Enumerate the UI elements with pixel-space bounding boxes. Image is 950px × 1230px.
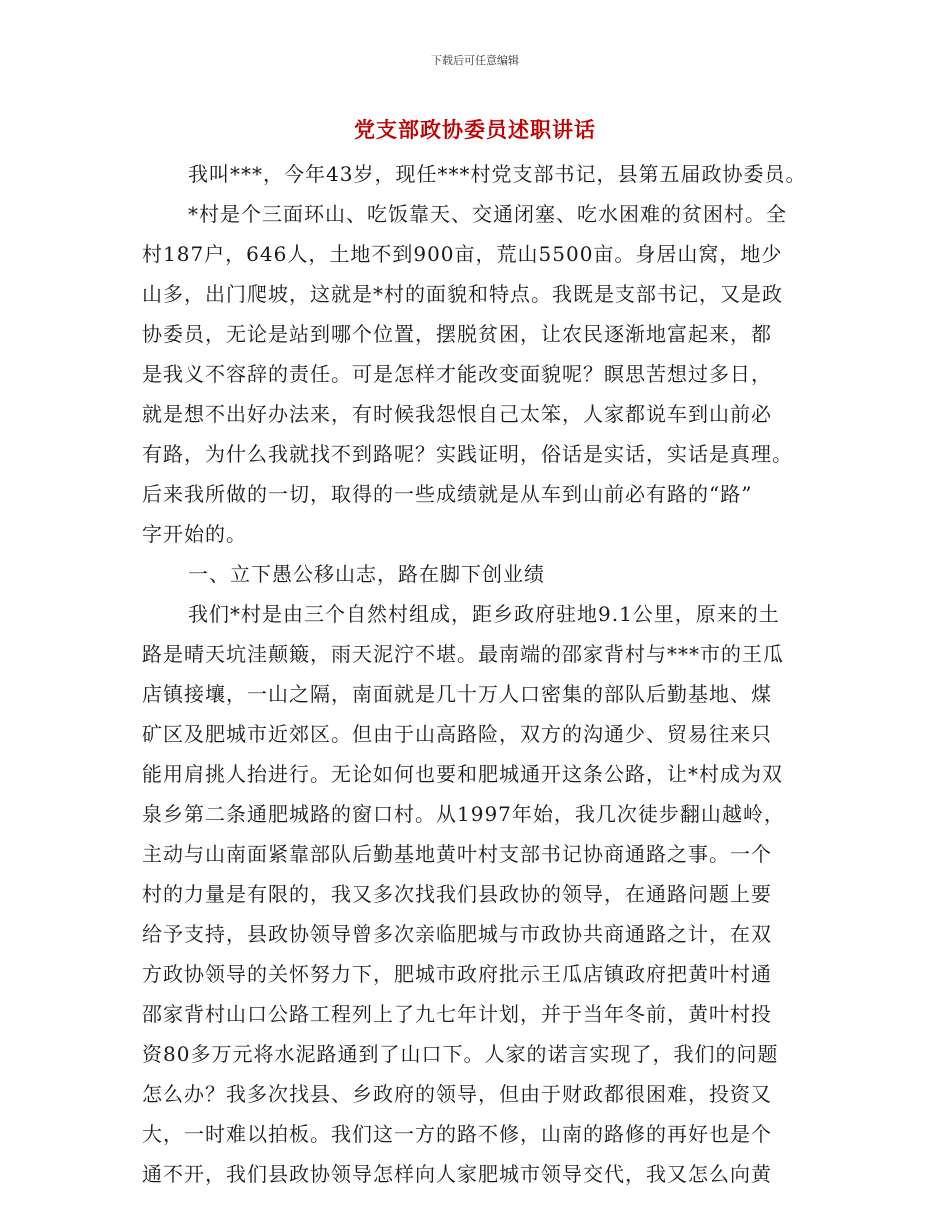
body-line: 我们*村是由三个自然村组成，距乡政府驻地9.1公里，原来的土 [188,602,780,626]
body-line: 店镇接壤，一山之隔，南面就是几十万人口密集的部队后勤基地、煤 [142,682,772,706]
body-line: 方政协领导的关怀努力下，肥城市政府批示王瓜店镇政府把黄叶村通 [142,962,772,986]
body-line: 通不开，我们县政协领导怎样向人家肥城市领导交代，我又怎么向黄 [142,1162,772,1186]
body-line: 怎么办？我多次找县、乡政府的领导，但由于财政都很困难，投资又 [142,1082,772,1106]
section-heading: 一、立下愚公移山志，路在脚下创业绩 [188,562,545,586]
body-line: 村187户，646人，土地不到900亩，荒山5500亩。身居山窝，地少 [142,242,783,266]
body-line: 大，一时难以拍板。我们这一方的路不修，山南的路修的再好也是个 [142,1122,772,1146]
body-line: 村的力量是有限的，我又多次找我们县政协的领导，在通路问题上要 [142,882,772,906]
body-line: 给予支持，县政协领导曾多次亲临肥城与市政协共商通路之计，在双 [142,922,772,946]
document-title: 党支部政协委员述职讲话 [354,117,596,142]
body-line: 资80多万元将水泥路通到了山口下。人家的诺言实现了，我们的问题 [142,1042,779,1066]
body-line: 矿区及肥城市近郊区。但由于山高路险，双方的沟通少、贸易往来只 [142,722,772,746]
body-line: 就是想不出好办法来，有时候我怨恨自己太笨，人家都说车到山前必 [142,402,772,426]
document-body [142,154,822,1194]
body-line: 是我义不容辞的责任。可是怎样才能改变面貌呢？瞑思苦想过多日， [142,362,772,386]
body-line: 字开始的。 [142,522,247,546]
body-line: 有路，为什么我就找不到路呢？实践证明，俗话是实话，实话是真理。 [142,442,793,466]
body-line: *村是个三面环山、吃饭靠天、交通闭塞、吃水困难的贫困村。全 [188,202,787,226]
body-line: 山多，出门爬坡，这就是*村的面貌和特点。我既是支部书记，又是政 [142,282,783,306]
body-line: 协委员，无论是站到哪个位置，摆脱贫困，让农民逐渐地富起来，都 [142,322,772,346]
body-line: 后来我所做的一切，取得的一些成绩就是从车到山前必有路的“路” [142,482,753,506]
body-line: 泉乡第二条通肥城路的窗口村。从1997年始，我几次徒步翻山越岭， [142,802,785,826]
header-note: 下载后可任意编辑 [431,54,519,67]
body-line: 能用肩挑人抬进行。无论如何也要和肥城通开这条公路，让*村成为双 [142,762,783,786]
body-line: 路是晴天坑洼颠簸，雨天泥泞不堪。最南端的邵家背村与***市的王瓜 [142,642,784,666]
body-line: 主动与山南面紧靠部队后勤基地黄叶村支部书记协商通路之事。一个 [142,842,772,866]
body-line: 我叫***，今年43岁，现任***村党支部书记，县第五届政协委员。 [188,162,807,186]
body-line: 邵家背村山口公路工程列上了九七年计划，并于当年冬前，黄叶村投 [142,1002,772,1026]
